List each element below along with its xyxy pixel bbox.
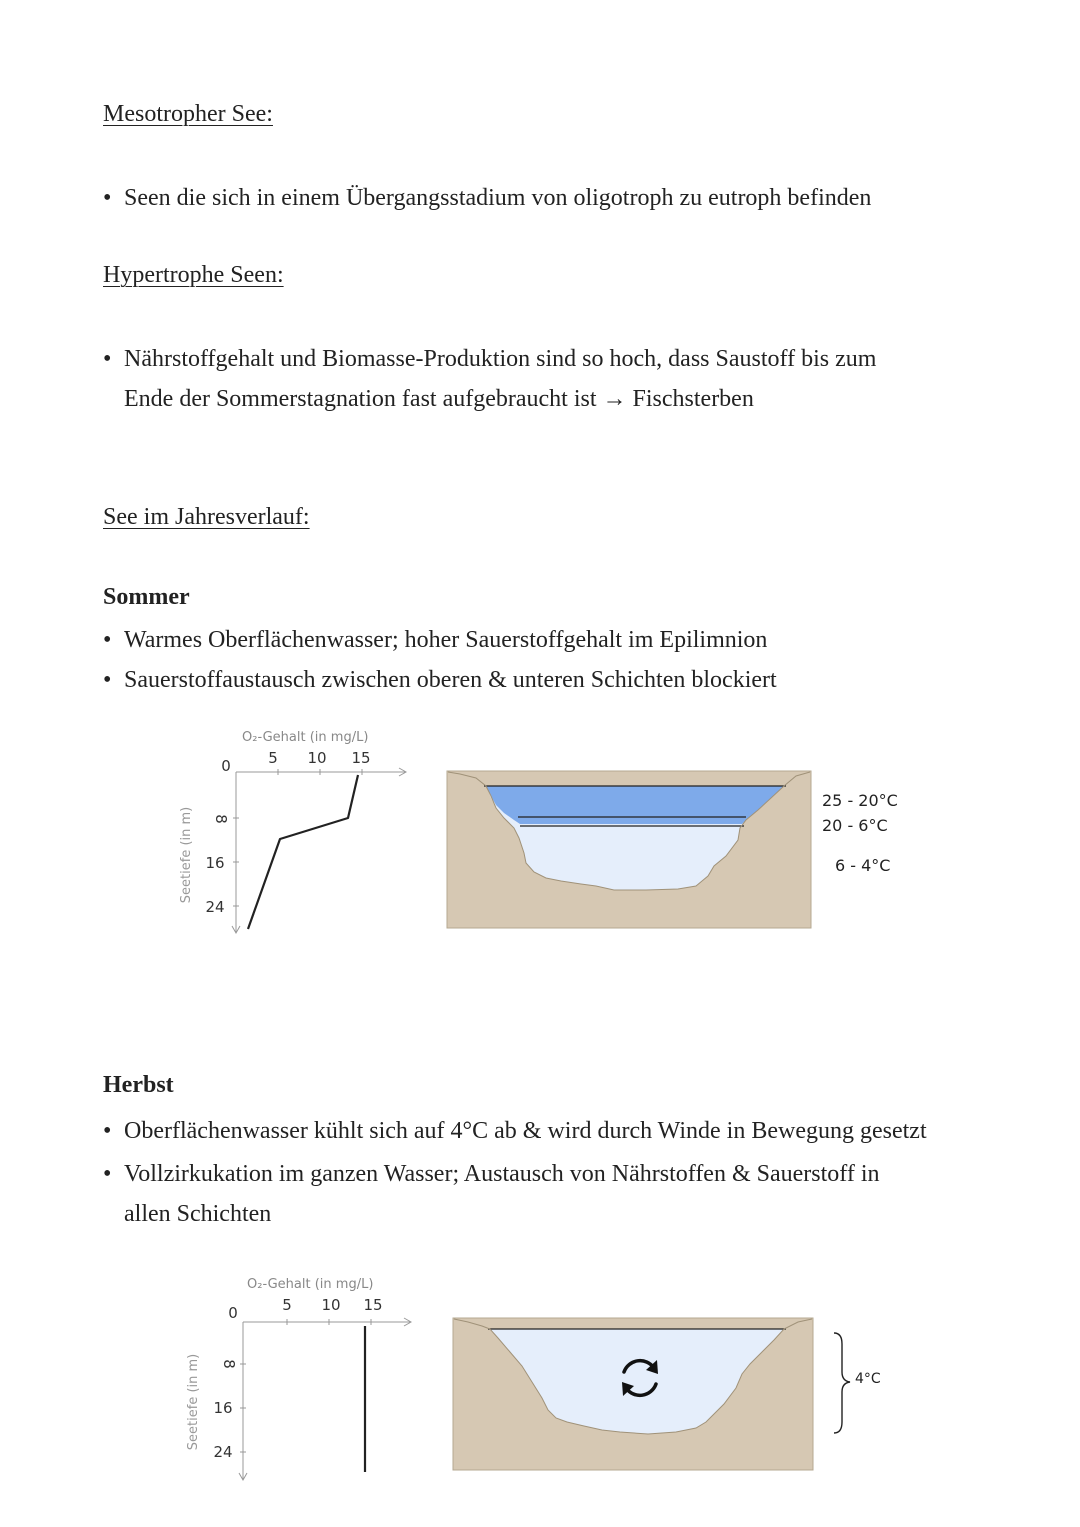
x-tick-label: 15	[351, 749, 371, 767]
heading-mesotropher-see: Mesotropher See:	[103, 101, 273, 127]
y-tick-label: 8	[220, 1359, 238, 1369]
y-tick-label: 16	[205, 854, 225, 872]
x-axis-title: O₂-Gehalt (in mg/L)	[242, 730, 369, 745]
y-tick-label: 16	[213, 1399, 233, 1417]
bullet-text: Seen die sich in einem Übergangsstadium von oligotroph zu eutroph befinden	[124, 185, 872, 211]
bullet-hypertroph	[103, 339, 1003, 419]
y-axis-title: Seetiefe (in m)	[179, 806, 194, 904]
x-tick-label: 10	[321, 1296, 341, 1314]
bullet-herbst-1	[103, 1111, 983, 1151]
bullet-text: Oberflächenwasser kühlt sich auf 4°C ab & wird durch Winde in Bewegung gesetzt	[124, 1118, 927, 1144]
y-axis-title: Seetiefe (in m)	[186, 1353, 201, 1451]
oxygen-curve	[248, 775, 358, 929]
x-tick-label: 5	[268, 749, 278, 767]
y-tick-label: 24	[213, 1443, 233, 1461]
bullet-dot: •	[103, 1118, 112, 1144]
temperature-brace	[828, 1330, 858, 1436]
bullet-text: Sauerstoffaustausch zwischen oberen & unteren Schichten blockiert	[124, 667, 777, 693]
bullet-text-line-1: Vollzirkukation im ganzen Wasser; Austausch von Nährstoffen & Sauerstoff in	[124, 1161, 880, 1187]
bullet-dot: •	[103, 1161, 112, 1187]
bullet-herbst-2	[103, 1154, 1003, 1234]
herbst-temperature: 4°C	[855, 1371, 881, 1387]
bullet-text-line-1: Nährstoffgehalt und Biomasse-Produktion sind so hoch, dass Saustoff bis zum	[124, 346, 877, 372]
sommer-oxygen-graph	[170, 725, 420, 940]
bullet-dot: •	[103, 346, 112, 372]
sommer-lake-diagram	[446, 768, 812, 930]
x-tick-label: 15	[363, 1296, 383, 1314]
temperature-hypolimnion: 6 - 4°C	[835, 856, 891, 875]
sommer-temperature-list	[822, 788, 898, 878]
curly-brace	[834, 1333, 850, 1433]
bullet-sommer-1	[103, 620, 1003, 660]
y-tick-label: 0	[228, 1304, 238, 1322]
bullet-text: Warmes Oberflächenwasser; hoher Sauerstoffgehalt im Epilimnion	[124, 627, 768, 653]
x-tick-label: 10	[307, 749, 327, 767]
temperature-epilimnion: 25 - 20°C	[822, 791, 898, 810]
herbst-oxygen-graph	[175, 1272, 425, 1487]
y-tick-label: 24	[205, 898, 225, 916]
epilimnion-water	[486, 786, 784, 824]
herbst-lake-diagram	[452, 1316, 814, 1472]
bullet-mesotroph	[103, 178, 1003, 218]
bullet-text-line-2: Ende der Sommerstagnation fast aufgebraucht ist → Fischsterben	[124, 386, 754, 412]
y-tick-label: 0	[221, 757, 231, 775]
heading-sommer: Sommer	[103, 584, 190, 610]
bullet-dot: •	[103, 667, 112, 693]
heading-herbst: Herbst	[103, 1072, 174, 1098]
bullet-dot: •	[103, 185, 112, 211]
bullet-sommer-2	[103, 660, 1003, 700]
heading-see-im-jahresverlauf: See im Jahresverlauf:	[103, 504, 310, 530]
bullet-dot: •	[103, 627, 112, 653]
y-tick-label: 8	[212, 814, 230, 824]
x-tick-label: 5	[282, 1296, 292, 1314]
heading-hypertrophe-seen: Hypertrophe Seen:	[103, 262, 284, 288]
bullet-text-line-2: allen Schichten	[124, 1201, 272, 1227]
x-axis-title: O₂-Gehalt (in mg/L)	[247, 1277, 374, 1292]
temperature-metalimnion: 20 - 6°C	[822, 816, 888, 835]
